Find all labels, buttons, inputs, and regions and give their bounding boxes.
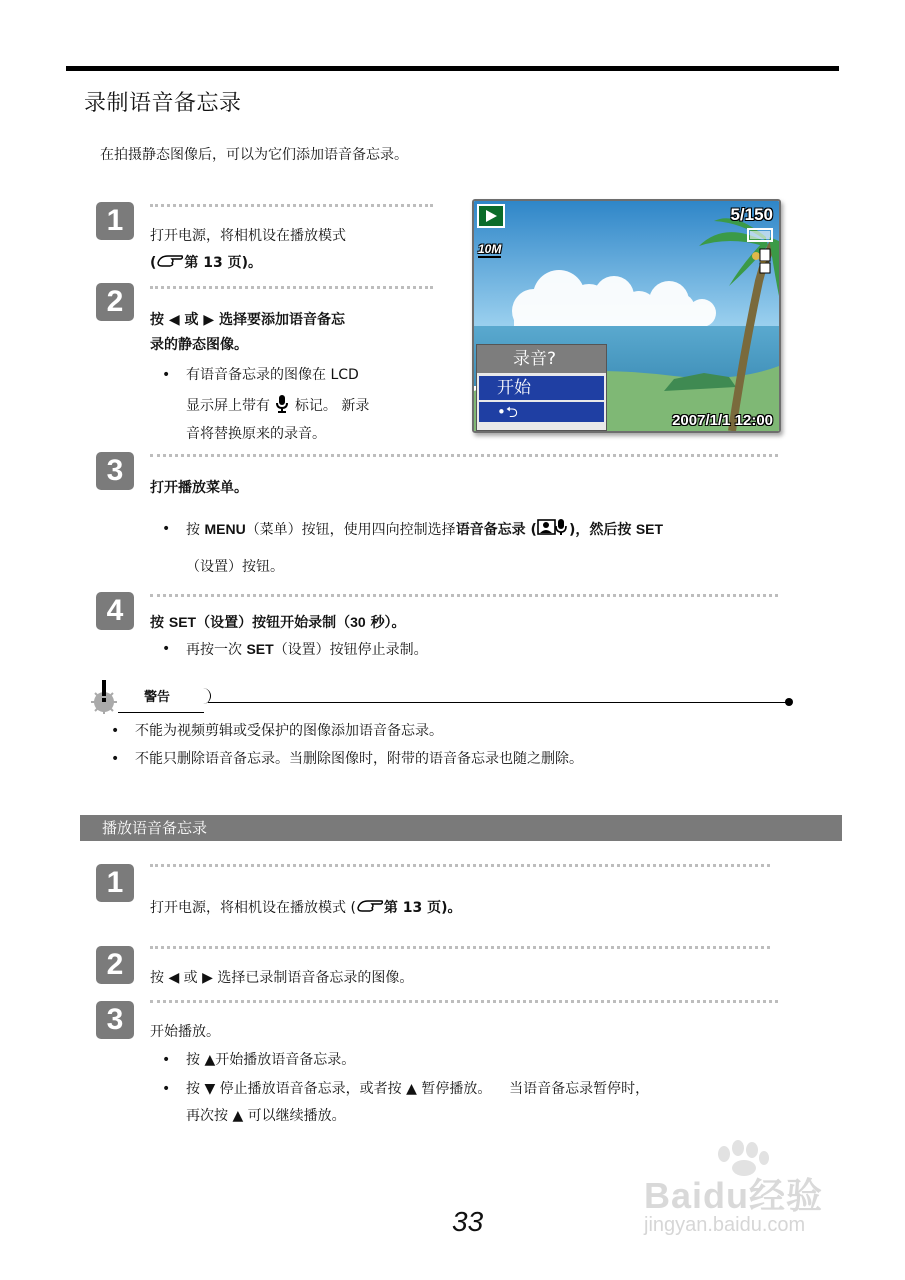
step-1-page-ref: 第 13 页)。 (184, 255, 263, 271)
menu-option-start[interactable]: 开始 (479, 376, 604, 400)
step-2-bullet-text-a: 显示屏上带有 (186, 398, 270, 414)
step-3-bullet-line2: （设置）按钮。 (186, 559, 284, 575)
step-3-number: 3 (96, 452, 134, 490)
playback-step-1-divider (150, 864, 770, 867)
step-1-paren: ( (150, 255, 157, 271)
warning-label: 警告 (144, 690, 171, 705)
hand-pointer-icon (156, 253, 184, 269)
warning-rule-end-dot (785, 698, 793, 706)
playback-step-1-page-ref: 第 13 页)。 (383, 900, 462, 916)
step-4-bullet-set: SET (246, 641, 274, 657)
warning-item-2: • 不能只删除语音备忘录。当删除图像时，附带的语音备忘录也随之删除。 (135, 748, 583, 770)
step-2-line1: 按 ◀ 或 ▶ 选择要添加语音备忘 (150, 312, 346, 328)
step-3-bullet-b: （菜单）按钮，使用四向控制选择 (245, 522, 456, 538)
step-2-bullet-line2 (186, 394, 369, 416)
step-3-line1: 打开播放菜单。 (150, 480, 248, 496)
step-2-divider (150, 286, 433, 289)
playback-step-1-number: 1 (96, 864, 134, 902)
playback-step-1-text (150, 898, 462, 918)
page-title: 录制语音备忘录 (84, 91, 242, 116)
step-4-divider (150, 594, 778, 597)
step-4-text-c: 秒）。 (370, 615, 406, 631)
image-counter: 5/150 (730, 205, 773, 224)
playback-step-3-bullet-2: • 按 ▼ 停止播放语音备忘录，或者按 ▲ 暂停播放。 当语音备忘录暂停时， (186, 1078, 649, 1100)
warning-item-1: • 不能为视频剪辑或受保护的图像添加语音备忘录。 (135, 720, 443, 742)
record-duration: 30 (350, 614, 366, 630)
step-4-bullet-b: （设置）按钮停止录制。 (273, 642, 428, 658)
step-4-bullet-a: 再按一次 (186, 642, 242, 658)
playback-step-3-bullet-1: • 按 ▲开始播放语音备忘录。 (186, 1049, 355, 1071)
record-menu (476, 344, 607, 431)
step-2-line2: 录的静态图像。 (150, 337, 248, 353)
watermark-url: jingyan.baidu.com (644, 1214, 806, 1236)
playback-step-3-bullet-2-cont: 再次按 ▲ 可以继续播放。 (186, 1108, 346, 1124)
step-2-number: 2 (96, 283, 134, 321)
step-2-bullet-line3: 音将替换原来的录音。 (186, 426, 326, 442)
step-3-divider (150, 454, 778, 457)
menu-button-label: MENU (204, 521, 246, 537)
resolution-icon: 10M (478, 242, 502, 256)
step-3-bullet-d: )，然后按 (568, 522, 632, 538)
set-button-label: SET (635, 521, 664, 537)
step-1-number: 1 (96, 202, 134, 240)
date-time-stamp: 2007/1/1 12:00 (672, 412, 773, 429)
step-1-line1: 打开电源，将相机设在播放模式 (150, 228, 346, 244)
playback-step-1-text-a: 打开电源，将相机设在播放模式 ( (150, 900, 356, 916)
playback-step-3-divider (150, 1000, 778, 1003)
playback-step-2-number: 2 (96, 946, 134, 984)
step-2-bullet-line1: • 有语音备忘录的图像在 LCD (186, 364, 359, 386)
step-4-set-label: SET (168, 614, 197, 630)
top-rule (66, 66, 839, 71)
step-2-bullet-text-b: 标记。 新录 (294, 398, 370, 414)
watermark-logo: Baidu经验 (644, 1175, 824, 1216)
step-3-bullet-a: 按 (186, 522, 200, 538)
warning-underline (118, 712, 204, 713)
playback-step-3-text: 开始播放。 (150, 1024, 220, 1040)
playback-step-3-number: 3 (96, 1001, 134, 1039)
microphone-icon (274, 394, 290, 414)
voice-memo-icon (537, 518, 569, 538)
record-menu-title: 录音? (477, 345, 606, 373)
step-4-line1 (150, 612, 406, 633)
camera-lcd-preview (472, 199, 781, 433)
step-1-line2 (150, 253, 262, 273)
step-4-text-b: （设置）按钮开始录制（ (196, 615, 351, 631)
playback-step-2-divider (150, 946, 770, 949)
step-4-number: 4 (96, 592, 134, 630)
warning-rule (208, 702, 788, 703)
page-number: 33 (452, 1206, 484, 1237)
hand-pointer-icon (356, 898, 384, 914)
warning-icon (90, 680, 118, 714)
step-4-text-a: 按 (150, 615, 164, 631)
step-4-bullet (186, 638, 428, 661)
voice-memo-option-label: 语音备忘录 ( (455, 522, 537, 538)
playback-step-2-text: 按 ◀ 或 ▶ 选择已录制语音备忘录的图像。 (150, 970, 414, 986)
step-3-bullet-line1 (186, 518, 663, 541)
step-1-divider (150, 204, 433, 207)
menu-back-icon[interactable]: •⮌ (479, 402, 604, 422)
intro-text: 在拍摄静态图像后，可以为它们添加语音备忘录。 (100, 147, 408, 163)
section-heading-playback: 播放语音备忘录 (80, 815, 842, 841)
